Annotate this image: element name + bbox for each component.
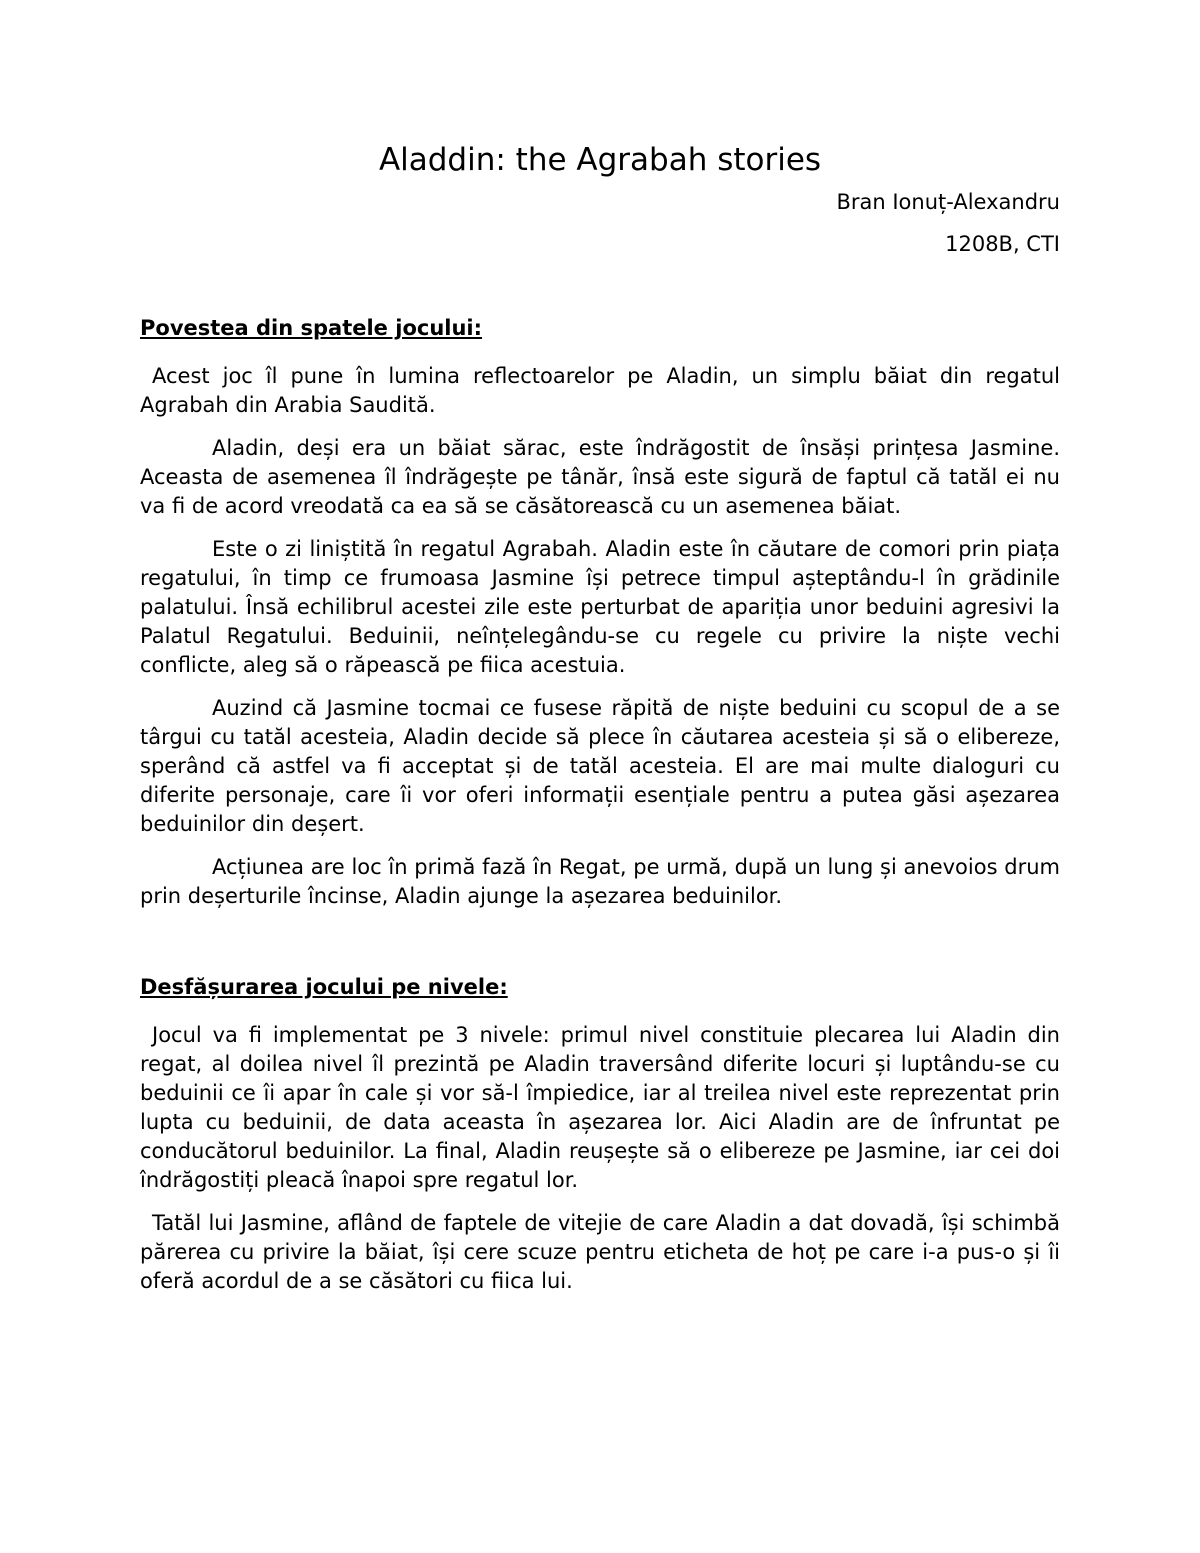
story-paragraph-4: Auzind că Jasmine tocmai ce fusese răpită de niște beduini cu scopul de a se târgui cu tatăl acesteia, Aladin decide să plece în căutarea acesteia și să o elibereze, sperând că astfel va fi acceptat și de tatăl acesteia. El are mai multe dialoguri cu diferite personaje, care îi vor oferi informații esențiale pentru a putea găsi așezarea beduinilor din deșert. bbox=[140, 696, 1060, 836]
story-paragraph-2: Aladin, deși era un băiat sărac, este îndrăgostit de însăși prințesa Jasmine. Aceasta de asemenea îl îndrăgește pe tânăr, însă este sigură de faptul că tatăl ei nu va fi de acord vreodată ca ea să se căsătorească cu un asemenea băiat. bbox=[140, 436, 1060, 518]
story-paragraph-5: Acțiunea are loc în primă fază în Regat, pe urmă, după un lung și anevoios drum prin deșerturile încinse, Aladin ajunge la așezarea beduinilor. bbox=[140, 855, 1060, 908]
levels-paragraph-2: Tatăl lui Jasmine, aflând de faptele de vitejie de care Aladin a dat dovadă, își schimbă părerea cu privire la băiat, își cere scuze pentru eticheta de hoț pe care i-a pus-o și îi oferă acordul de a se căsători cu fiica lui. bbox=[140, 1211, 1060, 1293]
student-group: 1208B, CTI bbox=[945, 232, 1060, 256]
story-paragraph-1: Acest joc îl pune în lumina reflectoarelor pe Aladin, un simplu băiat din regatul Agrabah din Arabia Saudită. bbox=[140, 364, 1060, 417]
document-title: Aladdin: the Agrabah stories bbox=[378, 142, 822, 178]
section-heading-levels: Desfășurarea jocului pe nivele: bbox=[140, 975, 508, 999]
section-heading-story: Povestea din spatele jocului: bbox=[140, 316, 483, 340]
levels-paragraph-1: Jocul va fi implementat pe 3 nivele: primul nivel constituie plecarea lui Aladin din regat, al doilea nivel îl prezintă pe Aladin traversând diferite locuri și luptându-se cu beduinii ce îi apar în cale și vor să-l împiedice, iar al treilea nivel este reprezentat prin lupta cu beduinii, de data aceasta în așezarea lor. Aici Aladin are de înfruntat pe conducătorul beduinilor. La final, Aladin reușește să o elibereze pe Jasmine, iar cei doi îndrăgostiți pleacă înapoi spre regatul lor. bbox=[140, 1023, 1060, 1192]
author-name: Bran Ionuț-Alexandru bbox=[836, 190, 1060, 214]
story-paragraph-3: Este o zi liniștită în regatul Agrabah. Aladin este în căutare de comori prin piața regatului, în timp ce frumoasa Jasmine își petrece timpul așteptându-l în grădinile palatului. Însă echilibrul acestei zile este perturbat de apariția unor beduini agresivi la Palatul Regatului. Beduinii, neînțelegându-se cu regele cu privire la niște vechi conflicte, aleg să o răpească pe fiica acestuia. bbox=[140, 537, 1060, 677]
document-page bbox=[140, 140, 1060, 1296]
